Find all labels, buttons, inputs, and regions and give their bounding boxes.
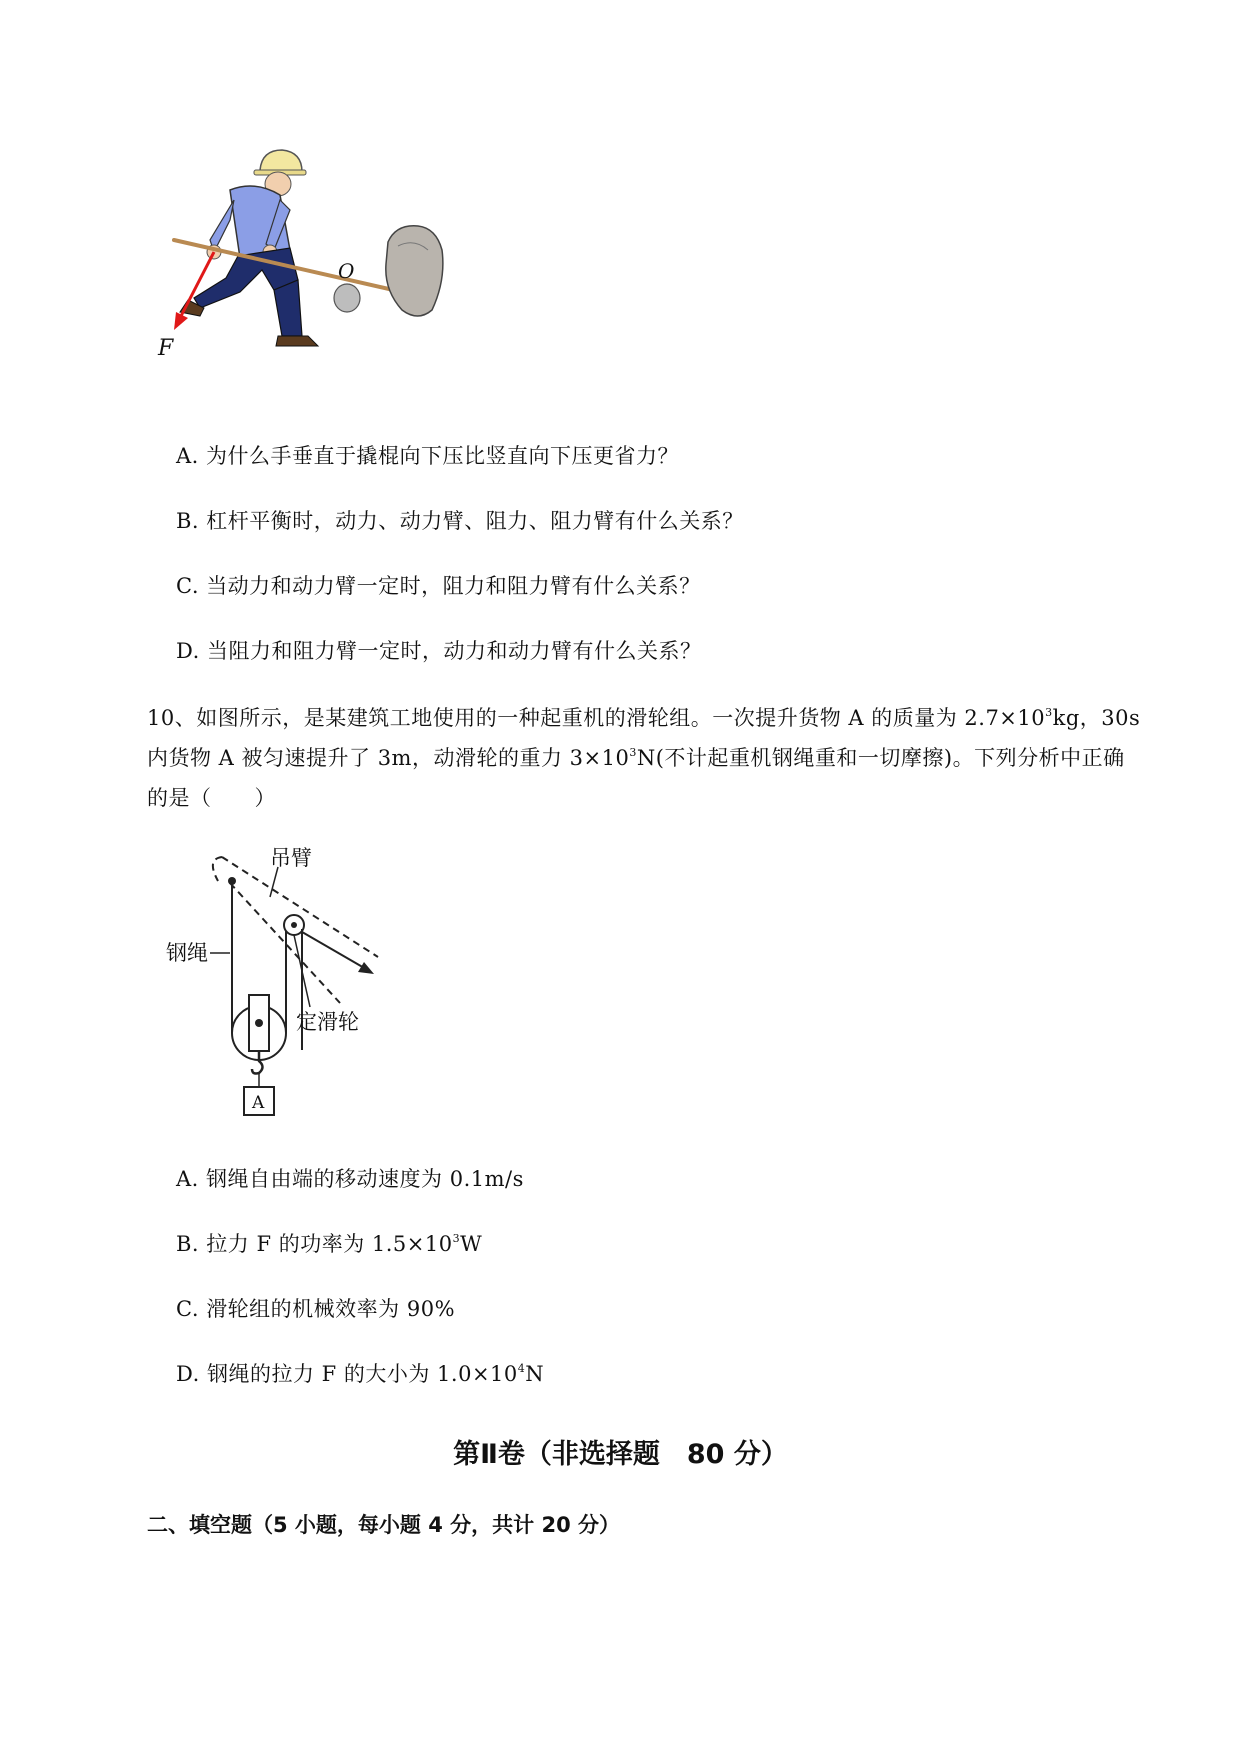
rope-label: 钢绳: [166, 941, 208, 965]
force-label: F: [158, 336, 174, 361]
q10-option-b: [176, 1228, 482, 1258]
option-exponent: 4: [517, 1362, 526, 1375]
q10-exponent: 3: [1045, 706, 1053, 719]
q10-text: kg，30s: [1052, 706, 1141, 730]
q10-text: 10、如图所示，是某建筑工地使用的一种起重机的滑轮组。一次提升货物 A 的质量为 2.7×10: [147, 706, 1046, 730]
option-label: B.: [176, 509, 200, 533]
option-text: N: [525, 1362, 545, 1386]
section-title: 第Ⅱ卷（非选择题 80 分）: [453, 1439, 788, 1470]
load-label: A: [252, 1093, 265, 1113]
fulcrum-label: O: [338, 259, 355, 283]
option-text: 杠杆平衡时，动力、动力臂、阻力、阻力臂有什么关系？: [206, 509, 744, 533]
q10-stem-line3: [147, 782, 276, 812]
option-text: 拉力 F 的功率为 1.5×10: [206, 1232, 453, 1256]
q10-stem-line1: [147, 702, 1140, 732]
q10-option-d: [176, 1358, 544, 1388]
option-text: 当阻力和阻力臂一定时，动力和动力臂有什么关系？: [206, 639, 702, 663]
q10-text: N(不计起重机钢绳重和一切摩擦)。下列分析中正确: [636, 746, 1125, 770]
option-label: D.: [176, 1362, 200, 1386]
option-label: C.: [176, 1297, 199, 1321]
q10-stem-line2: [147, 742, 1125, 772]
q10-text: 内货物 A 被匀速提升了 3m，动滑轮的重力 3×10: [147, 746, 630, 770]
option-text: W: [460, 1232, 483, 1256]
option-label: D.: [176, 639, 200, 663]
option-text: 钢绳自由端的移动速度为 0.1m/s: [206, 1167, 524, 1191]
q9-option-a: [176, 440, 679, 470]
option-label: C.: [176, 574, 199, 598]
option-text: 为什么手垂直于撬棍向下压比竖直向下压更省力？: [206, 444, 680, 468]
q10-text: 的是（ ）: [147, 786, 276, 810]
q9-option-d: [176, 635, 701, 665]
option-exponent: 3: [452, 1232, 461, 1245]
option-text: 当动力和动力臂一定时，阻力和阻力臂有什么关系？: [206, 574, 701, 598]
fulcrum-stone: [334, 284, 360, 312]
boom-label: 吊臂: [270, 846, 312, 870]
section-subtitle: 二、填空题（5 小题，每小题 4 分，共计 20 分）: [147, 1513, 621, 1537]
lever-figure: [158, 140, 510, 400]
q10-option-a: [176, 1163, 524, 1193]
option-text: 钢绳的拉力 F 的大小为 1.0×10: [206, 1362, 518, 1386]
q10-exponent: 3: [629, 746, 637, 759]
option-label: A.: [176, 444, 199, 468]
pulley-label: 定滑轮: [296, 1010, 359, 1034]
crane-pulley-figure: [166, 845, 410, 1120]
q9-option-c: [176, 570, 701, 600]
rock: [386, 226, 443, 316]
option-text: 滑轮组的机械效率为 90%: [206, 1297, 456, 1321]
option-label: B.: [176, 1232, 200, 1256]
q10-option-c: [176, 1293, 455, 1323]
option-label: A.: [176, 1167, 199, 1191]
q9-option-b: [176, 505, 744, 535]
